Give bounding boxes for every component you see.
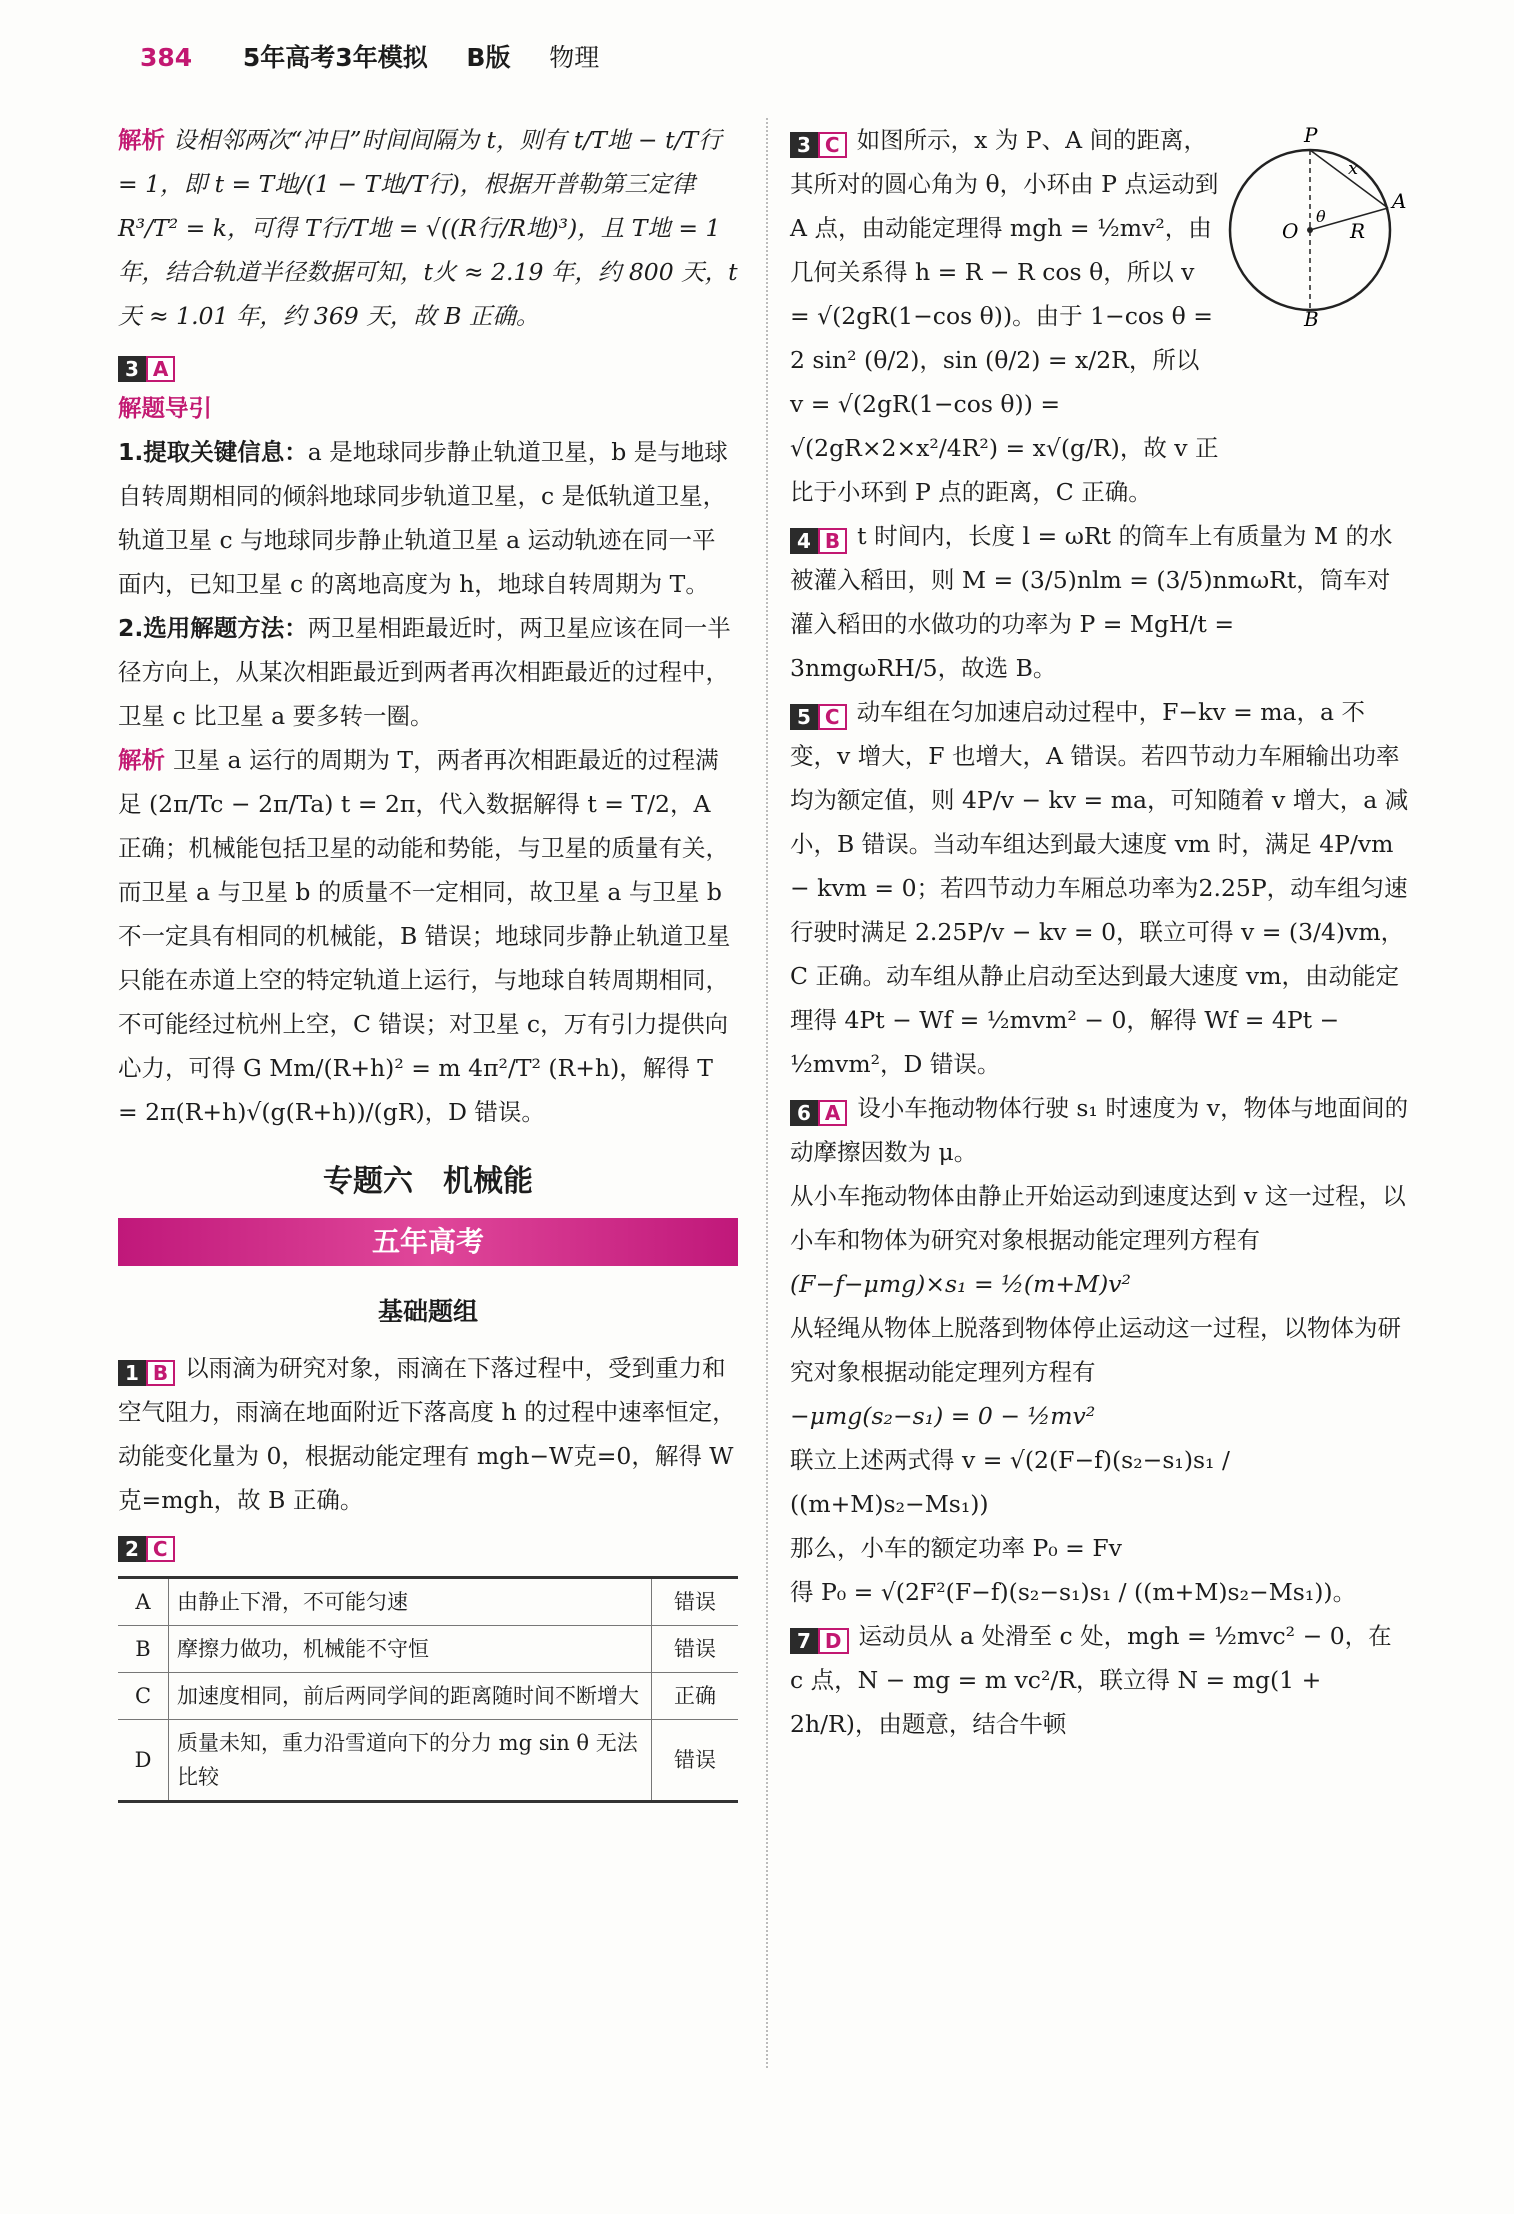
question-3-text: 如图所示，x 为 P、A 间的距离，其所对的圆心角为 θ，小环由 P 点运动到 A 点，由动能定理得 mgh = ½mv²，由几何关系得 h = R − R cos θ，所以 v = √(2gR(1−cos θ))。由于 1−cos θ = 2 sin² (θ/2)，sin (θ/2) = x/2R，所以 v = √(2gR(1−cos θ)) = √(2gR×2×x²/4R²) = x√(g/R)，故 v 正比于小环到 P 点的距离，C 正确。: [790, 126, 1219, 506]
solution-guide-title: 解题导引: [118, 394, 212, 422]
option-desc: 加速度相同，前后两同学间的距离随时间不断增大: [169, 1673, 652, 1720]
option-key: A: [118, 1578, 169, 1626]
label-p: P: [1304, 126, 1318, 147]
analysis-text: 设相邻两次“冲日”时间间隔为 t，则有 t/T地 − t/T行 = 1，即 t = T地/(1 − T地/T行)，根据开普勒第三定律 R³/T² = k，可得 T行/T地 = √((R行/R地)³)，且 T地 = 1 年，结合轨道半径数据可知，t火 ≈ 2.19 年，约 800 天，t天 ≈ 1.01 年，约 369 天，故 B 正确。: [118, 126, 738, 330]
section-title: 专题六 机械能: [323, 1164, 533, 1199]
edition: B版: [466, 43, 511, 72]
table-row: [118, 1626, 738, 1673]
badge-number: 4: [790, 528, 818, 554]
equation: (F−f−μmg)×s₁ = ½(m+M)v²: [790, 1270, 1131, 1298]
question-5: [790, 690, 1410, 1086]
label-x: x: [1348, 158, 1359, 179]
badge-number: 3: [790, 132, 818, 158]
label-o: O: [1282, 219, 1299, 243]
question-3: [790, 118, 1410, 514]
question-2-badge: [118, 1522, 738, 1566]
badge-number: 7: [790, 1628, 818, 1654]
column-divider: [766, 118, 768, 2068]
question-4: [790, 514, 1410, 690]
option-verdict: 正确: [652, 1673, 739, 1720]
analysis-paragraph-2: [118, 738, 738, 1134]
label-a: A: [1392, 189, 1407, 213]
guide-step-2-head: 2.选用解题方法：: [118, 614, 308, 642]
question-1: [118, 1346, 738, 1522]
label-r: R: [1350, 219, 1366, 243]
option-verdict: 错误: [652, 1720, 739, 1802]
option-desc: 由静止下滑，不可能匀速: [169, 1578, 652, 1626]
label-theta: θ: [1316, 207, 1326, 226]
question-6: [790, 1086, 1410, 1174]
subject: 物理: [549, 43, 600, 72]
option-verdict: 错误: [652, 1626, 739, 1673]
analysis-paragraph: [118, 118, 738, 338]
guide-step-1-text: a 是地球同步静止轨道卫星，b 是与地球自转周期相同的倾斜地球同步轨道卫星，c 是低轨道卫星，轨道卫星 c 与地球同步静止轨道卫星 a 运动轨迹在同一平面内，已知卫星 c 的离地高度为 h，地球自转周期为 T。: [118, 438, 728, 598]
badge-answer: C: [146, 1536, 175, 1562]
label-b: B: [1304, 307, 1319, 326]
badge-answer: D: [818, 1628, 849, 1654]
question-7: [790, 1614, 1410, 1746]
section-banner: 五年高考: [118, 1218, 738, 1266]
guide-step-2: [118, 606, 738, 738]
table-row: [118, 1720, 738, 1802]
page-number: 384: [140, 43, 193, 72]
badge-number: 3: [118, 356, 146, 382]
question-6-step: 联立上述两式得 v = √(2(F−f)(s₂−s₁)s₁ / ((m+M)s₂−Ms₁)): [790, 1446, 1230, 1518]
book-title: 5年高考3年模拟: [242, 43, 428, 72]
badge-number: 6: [790, 1100, 818, 1126]
analysis-tag: 解析: [118, 746, 165, 774]
question-6-step: 那么，小车的额定功率 P₀ = Fv: [790, 1534, 1122, 1562]
option-verdict: 错误: [652, 1578, 739, 1626]
equation: −μmg(s₂−s₁) = 0 − ½mv²: [790, 1402, 1096, 1430]
question-badge: [118, 342, 738, 386]
badge-number: 2: [118, 1536, 146, 1562]
group-title: 基础题组: [377, 1297, 478, 1326]
badge-answer: B: [818, 528, 847, 554]
question-1-text: 以雨滴为研究对象，雨滴在下落过程中，受到重力和空气阻力，雨滴在地面附近下落高度 h 的过程中速率恒定，动能变化量为 0，根据动能定理有 mgh−W克=0，解得 W克=mgh，故 B 正确。: [118, 1354, 736, 1514]
option-key: B: [118, 1626, 169, 1673]
badge-answer: A: [146, 356, 175, 382]
question-6-text: 设小车拖动物体行驶 s₁ 时速度为 v，物体与地面间的动摩擦因数为 μ。: [790, 1094, 1409, 1166]
question-5-text: 动车组在匀加速启动过程中，F−kv = ma，a 不变，v 增大，F 也增大，A 错误。若四节动力车厢输出功率均为额定值，则 4P/v − kv = ma，可知随着 v 增大，a 减小，B 错误。当动车组达到最大速度 vm 时，满足 4P/vm − kvm = 0；若四节动力车厢总功率为2.25P，动车组匀速行驶时满足 2.25P/v − kv = 0，联立可得 v = (3/4)vm，C 正确。动车组从静止启动至达到最大速度 vm，由动能定理得 4Pt − Wf = ½mvm² − 0，解得 Wf = 4Pt − ½mvm²，D 错误。: [790, 698, 1409, 1078]
right-column: [790, 118, 1410, 1746]
question-6-step: 从小车拖动物体由静止开始运动到速度达到 v 这一过程，以小车和物体为研究对象根据动能定理列方程有: [790, 1182, 1406, 1254]
analysis-tag: 解析: [118, 126, 165, 154]
table-row: [118, 1578, 738, 1626]
guide-step-2-text: 两卫星相距最近时，两卫星应该在同一半径方向上，从某次相距最近到两者再次相距最近的过程中，卫星 c 比卫星 a 要多转一圈。: [118, 614, 731, 730]
option-key: C: [118, 1673, 169, 1720]
option-table: [118, 1576, 738, 1803]
question-4-text: t 时间内，长度 l = ωRt 的筒车上有质量为 M 的水被灌入稻田，则 M = (3/5)nlm = (3/5)nmωRt，筒车对灌入稻田的水做功的功率为 P = MgH/t = 3nmgωRH/5，故选 B。: [790, 522, 1393, 682]
guide-step-1: [118, 430, 738, 606]
table-row: [118, 1673, 738, 1720]
analysis-text: 卫星 a 运行的周期为 T，两者再次相距最近的过程满足 (2π/Tc − 2π/Ta) t = 2π，代入数据解得 t = T/2，A 正确；机械能包括卫星的动能和势能，与卫星的质量有关，而卫星 a 与卫星 b 的质量不一定相同，故卫星 a 与卫星 b 不一定具有相同的机械能，B 错误；地球同步静止轨道卫星只能在赤道上空的特定轨道上运行，与地球自转周期相同，不可能经过杭州上空，C 错误；对卫星 c，万有引力提供向心力，可得 G Mm/(R+h)² = m 4π²/T² (R+h)，解得 T = 2π(R+h)√(g(R+h))/(gR)，D 错误。: [118, 746, 731, 1126]
option-desc: 质量未知，重力沿雪道向下的分力 mg sin θ 无法比较: [169, 1720, 652, 1802]
badge-answer: B: [146, 1360, 175, 1386]
question-6-step: 得 P₀ = √(2F²(F−f)(s₂−s₁)s₁ / ((m+M)s₂−Ms₁))。: [790, 1578, 1357, 1606]
badge-answer: C: [818, 704, 847, 730]
question-6-step: 从轻绳从物体上脱落到物体停止运动这一过程，以物体为研究对象根据动能定理列方程有: [790, 1314, 1401, 1386]
option-key: D: [118, 1720, 169, 1802]
badge-answer: A: [818, 1100, 847, 1126]
option-desc: 摩擦力做功，机械能不守恒: [169, 1626, 652, 1673]
badge-number: 5: [790, 704, 818, 730]
guide-step-1-head: 1.提取关键信息：: [118, 438, 308, 466]
page-header: [140, 38, 599, 74]
badge-number: 1: [118, 1360, 146, 1386]
left-column: [118, 118, 738, 1803]
badge-answer: C: [818, 132, 847, 158]
question-7-text: 运动员从 a 处滑至 c 处，mgh = ½mvc² − 0，在 c 点，N − mg = m vc²/R，联立得 N = mg(1 + 2h/R)，由题意，结合牛顿: [790, 1622, 1392, 1738]
